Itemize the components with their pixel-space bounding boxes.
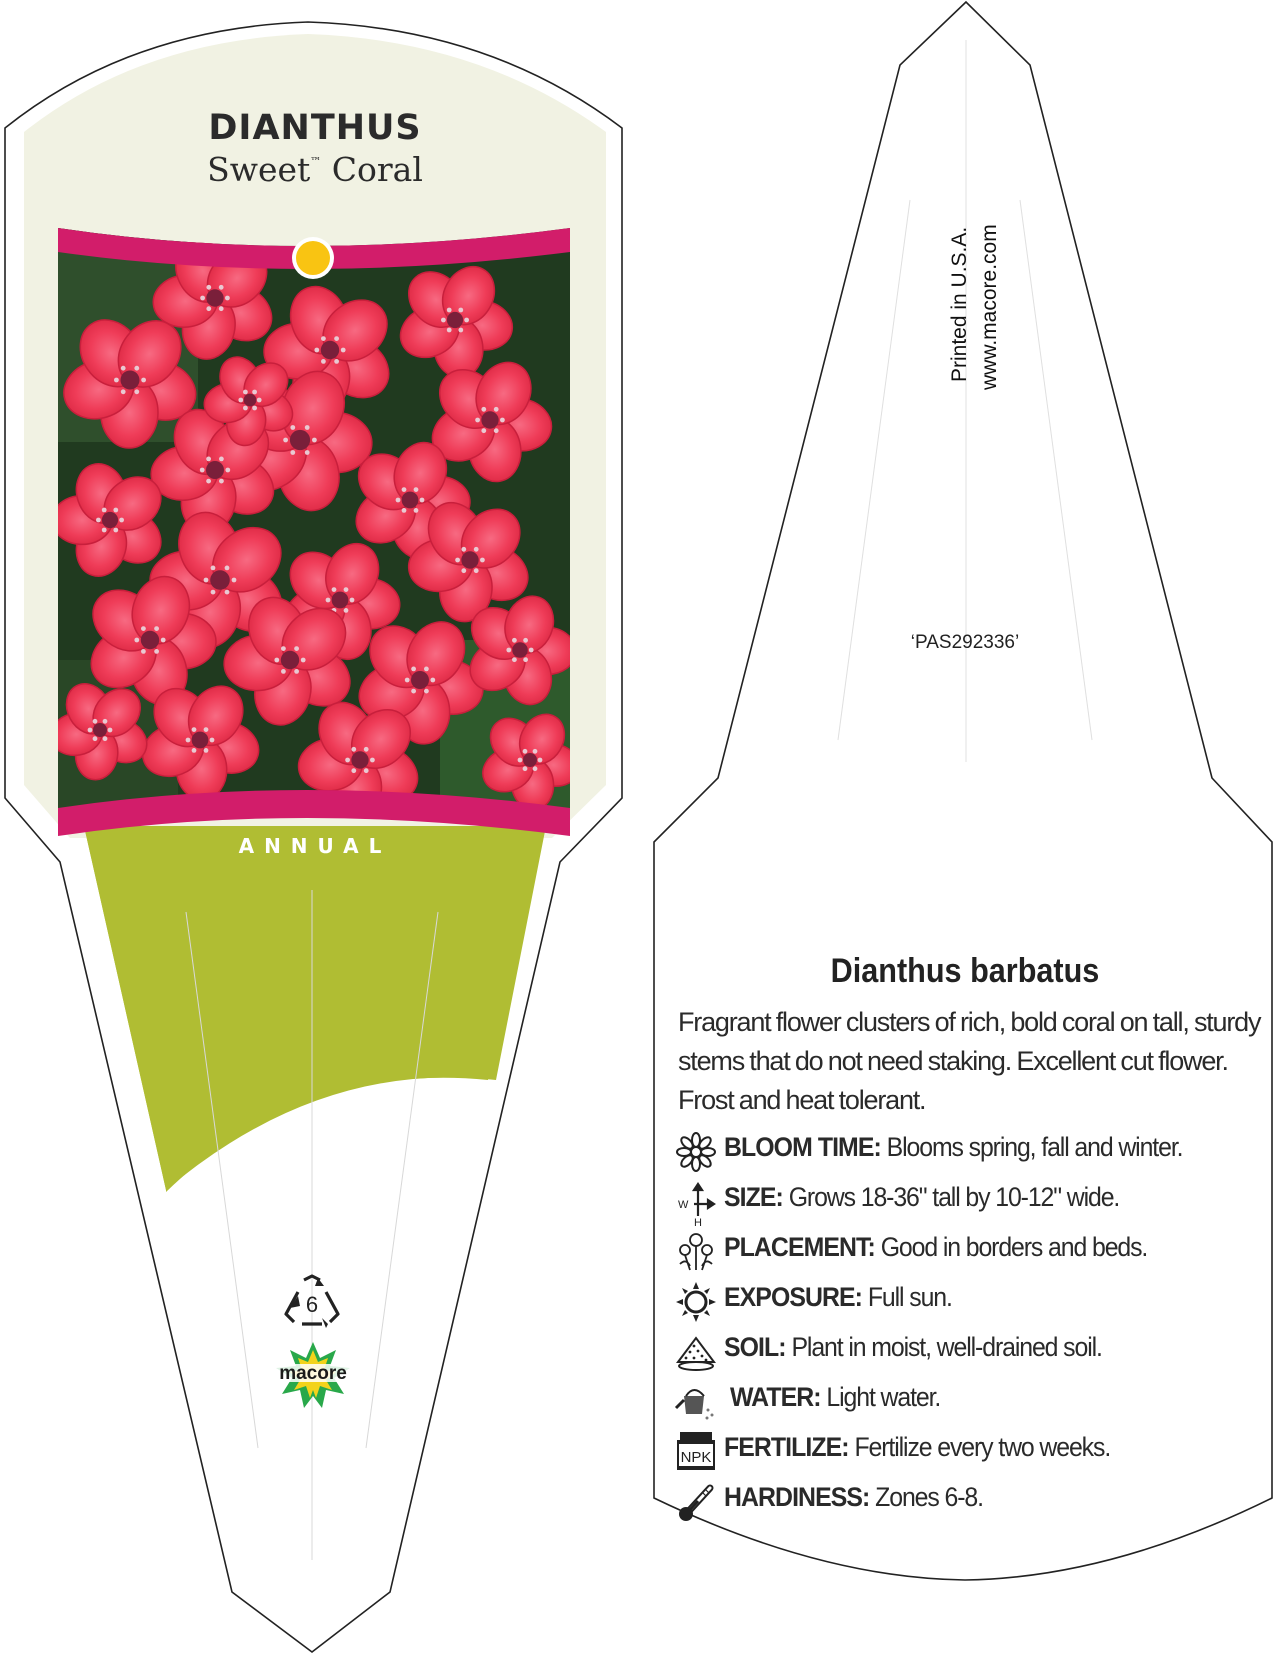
size-h-letter: H bbox=[694, 1217, 702, 1229]
care-label: WATER: bbox=[730, 1382, 821, 1412]
care-row-fertilize bbox=[676, 1428, 1276, 1474]
thermometer-icon bbox=[676, 1482, 716, 1522]
care-text: Grows 18-36" tall by 10-12" wide. bbox=[788, 1182, 1120, 1212]
care-row-placement bbox=[676, 1228, 1276, 1274]
care-text: Full sun. bbox=[867, 1282, 952, 1312]
size-arrows-icon bbox=[676, 1182, 716, 1229]
care-text: Plant in moist, well-drained soil. bbox=[791, 1332, 1102, 1362]
care-row-bloom bbox=[676, 1128, 1276, 1174]
care-row-water bbox=[676, 1378, 1276, 1424]
care-label: EXPOSURE: bbox=[724, 1282, 863, 1312]
soil-icon bbox=[676, 1332, 716, 1372]
genus-title: DIANTHUS bbox=[208, 108, 422, 148]
patent-number: ‘PAS292336’ bbox=[910, 632, 1020, 653]
variety-title bbox=[150, 150, 480, 189]
plants-icon bbox=[676, 1232, 716, 1272]
flower-photo bbox=[47, 222, 583, 825]
npk-label: NPK bbox=[680, 1449, 712, 1466]
care-row-size bbox=[676, 1178, 1276, 1229]
flower-icon bbox=[676, 1132, 716, 1172]
macore-logo bbox=[270, 1340, 356, 1412]
size-w-letter: W bbox=[678, 1199, 689, 1211]
species-name: Dianthus barbatus bbox=[830, 952, 1100, 990]
care-text: Zones 6-8. bbox=[875, 1482, 983, 1512]
care-label: HARDINESS: bbox=[724, 1482, 870, 1512]
care-label: SIZE: bbox=[724, 1182, 783, 1212]
print-info bbox=[948, 200, 1008, 410]
plant-description: Fragrant flower clusters of rich, bold coral on tall, sturdy stems that do not need staking. Excellent cut flower. Frost and heat tolerant. bbox=[678, 1007, 1261, 1115]
care-row-exposure bbox=[676, 1278, 1276, 1324]
trademark-symbol: ™ bbox=[310, 155, 322, 168]
recycle-icon bbox=[282, 1274, 342, 1328]
variety-suffix: Coral bbox=[331, 150, 423, 189]
category-label: ANNUAL bbox=[238, 834, 392, 858]
care-label: FERTILIZE: bbox=[724, 1432, 849, 1462]
watering-can-icon bbox=[676, 1382, 716, 1422]
care-text: Light water. bbox=[826, 1382, 941, 1412]
printed-in-text: Printed in U.S.A. bbox=[948, 226, 971, 382]
care-row-soil bbox=[676, 1328, 1276, 1374]
variety-name: Sweet bbox=[207, 150, 311, 189]
care-text: Good in borders and beds. bbox=[880, 1232, 1148, 1262]
recycle-code: 6 bbox=[305, 1292, 319, 1317]
brand-name: macore bbox=[279, 1363, 347, 1384]
care-label: PLACEMENT: bbox=[724, 1232, 875, 1262]
care-text: Blooms spring, fall and winter. bbox=[886, 1132, 1183, 1162]
npk-icon bbox=[676, 1432, 716, 1472]
care-label: SOIL: bbox=[724, 1332, 786, 1362]
care-label: BLOOM TIME: bbox=[724, 1132, 881, 1162]
website-text: www.macore.com bbox=[978, 224, 1001, 390]
care-row-hardiness bbox=[676, 1478, 1276, 1524]
sun-icon bbox=[676, 1282, 716, 1322]
care-text: Fertilize every two weeks. bbox=[854, 1432, 1111, 1462]
